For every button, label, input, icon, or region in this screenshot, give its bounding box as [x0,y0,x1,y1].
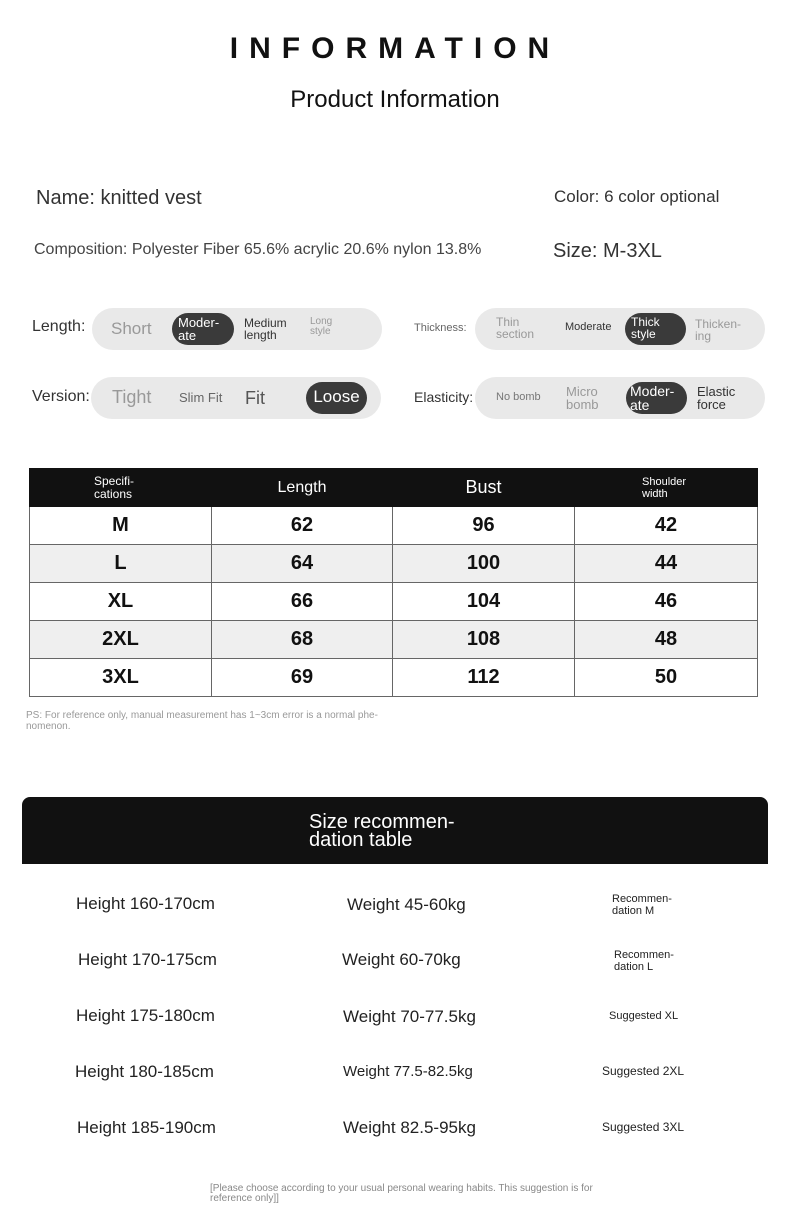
version-scale [91,377,381,419]
length-option-moderate: Moder- ate [172,313,234,345]
page-title: INFORMATION [229,32,561,65]
cell-length: 66 [212,583,393,621]
header-specifications: Specifi- cations [30,469,212,507]
cell-size: XL [30,583,212,621]
cell-shoulder: 44 [575,545,758,583]
length-label: Length: [32,318,86,335]
table-row [30,507,758,545]
rec-size: Recommen- dation L [614,949,674,973]
thickness-option-moderate: Moderate [565,321,612,333]
product-size-range: Size: M-3XL [553,240,662,262]
elasticity-option-no-bomb: No bomb [496,391,541,403]
cell-length: 69 [212,659,393,697]
version-label: Version: [32,388,90,405]
product-color: Color: 6 color optional [554,187,720,206]
rec-height: Height 160-170cm [76,894,215,913]
cell-bust: 96 [393,507,575,545]
table-row [30,659,758,697]
cell-bust: 112 [393,659,575,697]
recommendation-footnote: [Please choose according to your usual personal wearing habits. This suggestion is for reference only]] [210,1183,593,1204]
rec-height: Height 185-190cm [77,1118,216,1137]
version-option-loose: Loose [306,382,367,414]
cell-length: 64 [212,545,393,583]
table-header-row [30,469,758,507]
header-shoulder-width: Shoulder width [575,469,758,507]
cell-size: L [30,545,212,583]
rec-weight: Weight 77.5-82.5kg [343,1063,473,1080]
elasticity-label: Elasticity: [414,389,474,405]
cell-bust: 104 [393,583,575,621]
elasticity-scale [475,377,765,419]
length-option-short: Short [111,319,152,338]
rec-size: Recommen- dation M [612,893,672,917]
cell-shoulder: 50 [575,659,758,697]
version-option-tight: Tight [112,387,152,407]
thickness-option-thick: Thick style [625,313,686,345]
elasticity-option-elastic: Elastic force [697,384,736,412]
thickness-option-thin: Thin section [496,315,535,341]
thickness-option-thickening: Thicken- ing [695,317,742,343]
cell-bust: 100 [393,545,575,583]
cell-size: 2XL [30,621,212,659]
cell-length: 68 [212,621,393,659]
rec-weight: Weight 45-60kg [347,895,466,914]
length-option-long: Long style [310,316,333,337]
size-table [29,468,758,697]
measurement-note: PS: For reference only, manual measurement has 1~3cm error is a normal phe- nomenon. [26,710,378,732]
table-row [30,545,758,583]
header-length: Length [212,469,393,507]
cell-shoulder: 48 [575,621,758,659]
header-bust: Bust [393,469,575,507]
rec-height: Height 170-175cm [78,950,217,969]
rec-height: Height 180-185cm [75,1062,214,1081]
thickness-scale [475,308,765,350]
cell-bust: 108 [393,621,575,659]
cell-size: M [30,507,212,545]
page-subtitle: Product Information [290,86,500,113]
rec-size: Suggested 3XL [602,1120,685,1134]
length-scale [92,308,382,350]
rec-weight: Weight 70-77.5kg [343,1007,476,1026]
cell-size: 3XL [30,659,212,697]
rec-weight: Weight 82.5-95kg [343,1118,476,1137]
product-composition: Composition: Polyester Fiber 65.6% acrylic 20.6% nylon 13.8% [34,241,482,258]
cell-shoulder: 46 [575,583,758,621]
version-option-fit: Fit [245,388,265,408]
elasticity-option-moderate: Moder- ate [626,382,687,414]
version-option-slim-fit: Slim Fit [179,390,223,405]
rec-size: Suggested 2XL [602,1064,685,1078]
product-name: Name: knitted vest [36,187,202,209]
rec-size: Suggested XL [609,1010,679,1022]
cell-length: 62 [212,507,393,545]
cell-shoulder: 42 [575,507,758,545]
table-row [30,583,758,621]
thickness-label: Thickness: [414,322,467,334]
recommendation-title: Size recommen- dation table [309,811,455,851]
rec-height: Height 175-180cm [76,1006,215,1025]
elasticity-option-micro: Micro bomb [566,384,599,412]
rec-weight: Weight 60-70kg [342,950,461,969]
table-row [30,621,758,659]
length-option-medium: Medium length [244,316,287,342]
